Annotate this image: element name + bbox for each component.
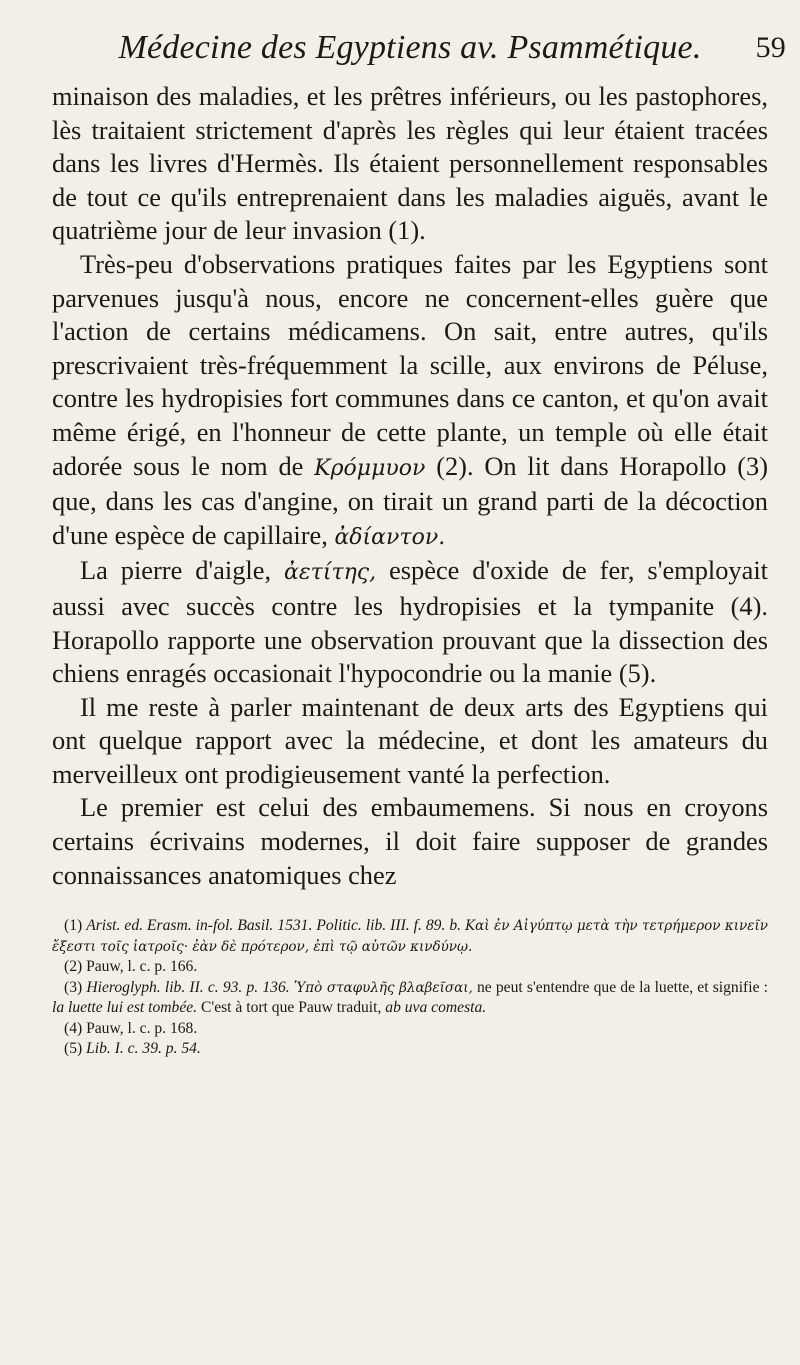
footnote-2: (2) Pauw, l. c. p. 166. (64, 958, 198, 976)
footnote-3-italic-2: ab uva comesta. (385, 999, 487, 1017)
footnote-3-reference: Hieroglyph. lib. II. c. 93. p. 136. (86, 978, 290, 996)
greek-word-kromyon: Κρόμμυον (314, 455, 426, 481)
paragraph-3-rest: espèce d'oxide de fer, s'employait aussi avec succès contre les hydropisies et la tympanite (4). Horapollo rapporte une observation prouvant que la dissection des chiens enragés occasionait l'hypocondrie ou la manie (5). (52, 555, 768, 689)
paragraph-2 (52, 248, 768, 554)
footnote-1 (52, 916, 768, 957)
footnote-5-reference: Lib. I. c. 39. p. 54. (86, 1040, 201, 1058)
main-text (52, 80, 768, 892)
footnote-1-reference: Arist. ed. Erasm. in-fol. Basil. 1531. Politic. lib. III. f. 89. b. (86, 917, 462, 935)
page-title: Médecine des Egyptiens av. Psammétique. (118, 29, 702, 66)
running-head (52, 22, 786, 74)
footnote-3-text-2: C'est à tort que Pauw traduit, (200, 999, 382, 1017)
paragraph-3-start: La pierre d'aigle, (80, 555, 272, 586)
footnotes (52, 916, 768, 1060)
footnote-1-number: (1) (64, 917, 83, 935)
footnote-3-greek-quote: Ὑπὸ σταφυλῆς βλαβεῖσαι, (293, 979, 473, 996)
footnote-3-text: ne peut s'entendre que de la luette, et signifie : (477, 978, 768, 996)
paragraph-1: minaison des maladies, et les prêtres inférieurs, ou les pastophores, lès traitaient strictement d'après les règles qui leur étaient tracées dans les livres d'Hermès. Ils étaient personnellement responsables de tout ce qu'ils entreprenaient dans les maladies aiguës, avant le quatrième jour de leur invasion (1). (52, 81, 768, 246)
footnote-3 (52, 978, 768, 1019)
paragraph-2-text: Très-peu d'observations pratiques faites par les Egyptiens sont parvenues jusqu'à nous, encore ne concernent-elles guère que l'action de certains médicamens. On sait, entre autres, qu'ils prescrivaient très-fréquemment la scille, aux environs de Péluse, contre les hydropisies fort communes dans ce canton, et qu'on avait même érigé, en l'honneur de cette plante, un temple où elle était adorée sous le nom de (52, 248, 768, 481)
paragraph-3 (52, 554, 768, 690)
page-number: 59 (755, 31, 786, 64)
footnote-5-number: (5) (64, 1040, 83, 1058)
paragraph-4: Il me reste à parler maintenant de deux arts des Egyptiens qui ont quelque rapport avec la médecine, et dont les amateurs du merveilleux ont prodigieusement vanté la perfection. (52, 691, 768, 789)
footnote-3-number: (3) (64, 978, 83, 996)
greek-word-aetites: ἀετίτης, (284, 560, 377, 586)
greek-word-adianton: ἀδίαντον. (334, 524, 446, 550)
footnote-4: (4) Pauw, l. c. p. 168. (64, 1019, 198, 1037)
book-page (52, 22, 786, 1060)
paragraph-2-continued: (2). On lit dans Horapollo (3) que, dans les cas d'angine, on tirait un grand parti de la décoction d'une espèce de capillaire, (52, 450, 768, 550)
footnote-5 (52, 1039, 768, 1060)
paragraph-5: Le premier est celui des embaumemens. Si nous en croyons certains écrivains modernes, il doit faire supposer de grandes connaissances anatomiques chez (52, 792, 768, 890)
footnote-3-italic: la luette lui est tombée. (52, 999, 198, 1017)
footnote-1-greek-quote: Καὶ ἐν Αἰγύπτῳ μετὰ τὴν τετρήμερον κινεῖν ἔξεστι τοῖς ἰατροῖς· ἐὰν δὲ πρότερον, ἐπὶ τῷ αὑτῶν κινδύνῳ. (52, 918, 768, 955)
